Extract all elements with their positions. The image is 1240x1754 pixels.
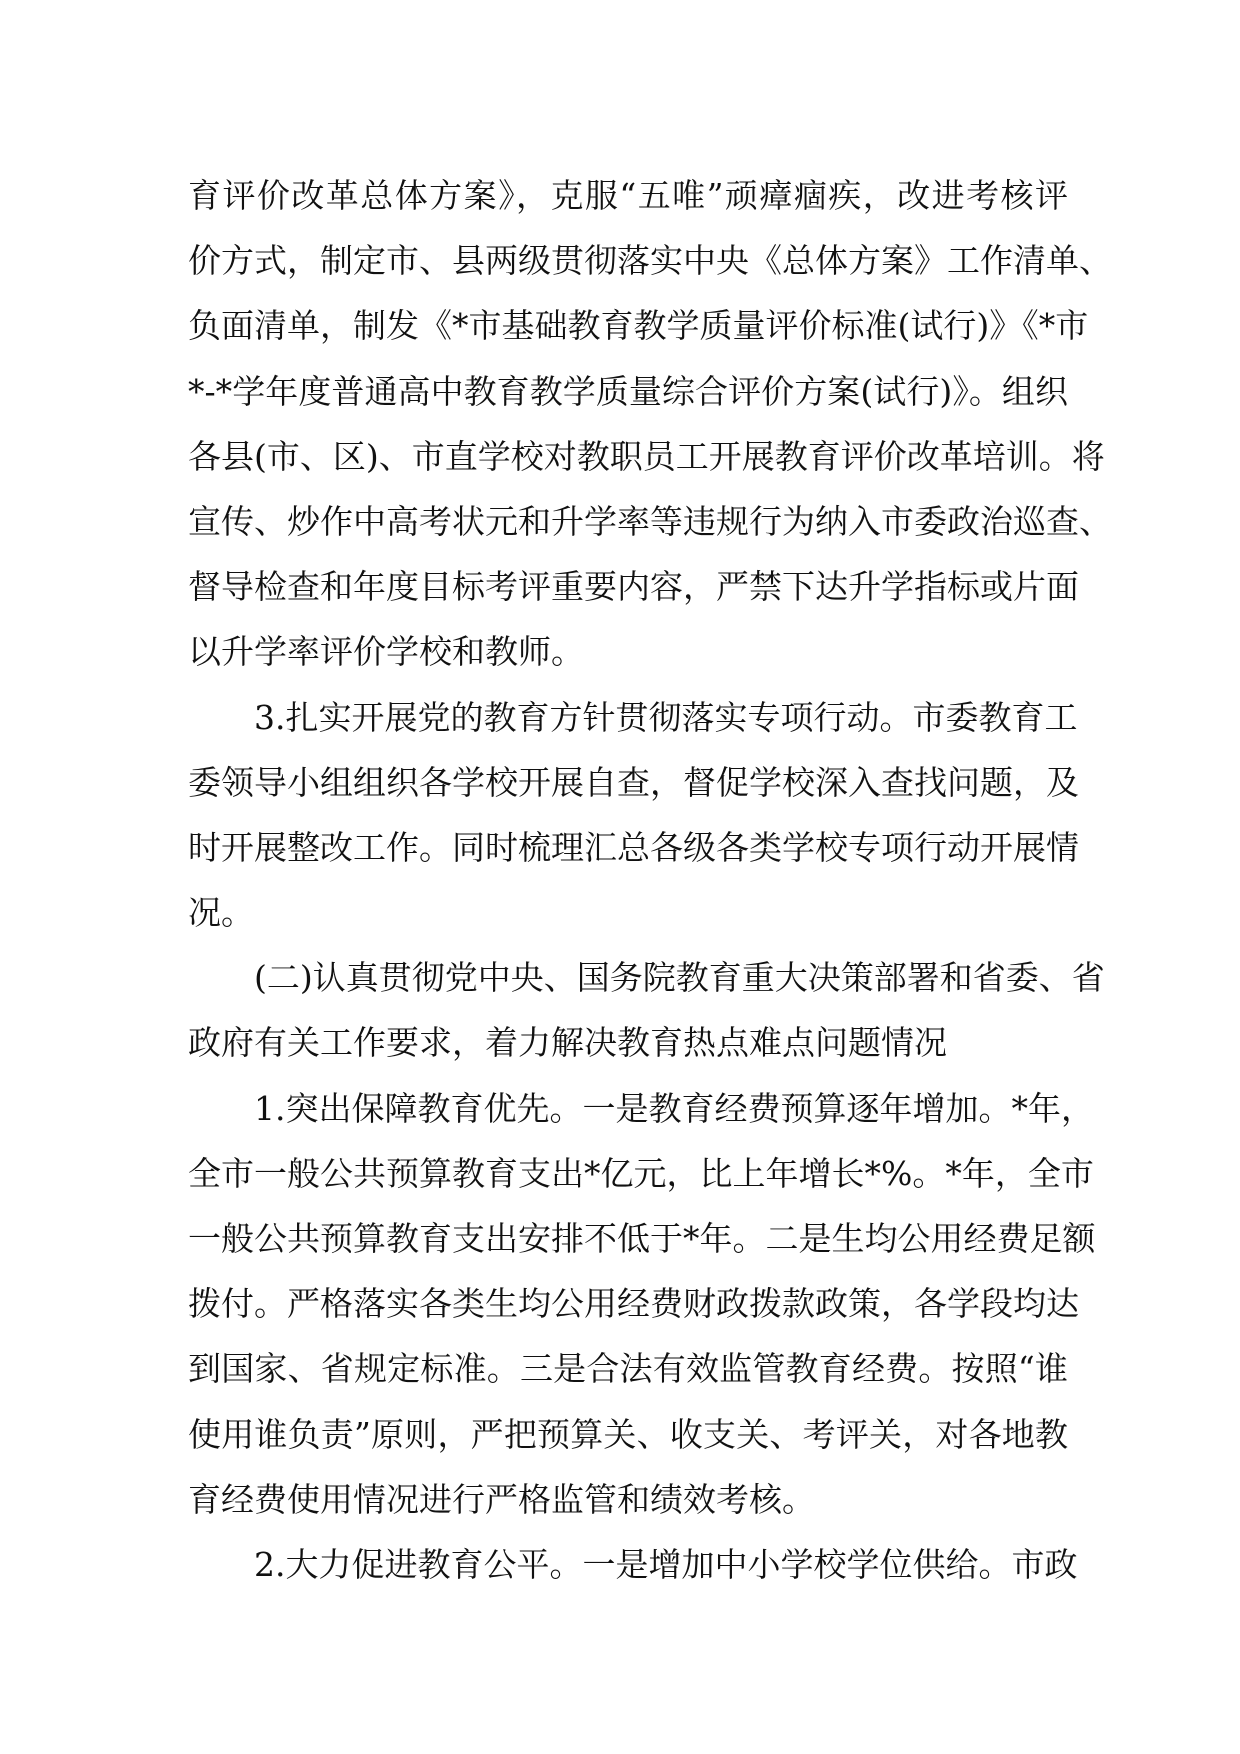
text-line: 委领导小组组织各学校开展自查，督促学校深入查找问题，及	[188, 762, 1079, 802]
text-line: 育评价改革总体方案》，克服“五唯”顽瘴痼疾，改进考核评	[188, 176, 1068, 215]
text-line: 全市一般公共预算教育支出*亿元，比上年增长*%。*年，全市	[188, 1153, 1094, 1193]
text-line: 宣传、炒作中高考状元和升学率等违规行为纳入市委政治巡查、	[188, 501, 1112, 541]
section-heading-line: (二)认真贯彻党中央、国务院教育重大决策部署和省委、省	[254, 958, 1105, 998]
text-line: *-*学年度普通高中教育教学质量综合评价方案(试行)》。组织	[188, 371, 1068, 411]
paragraph-end-line: 况。	[188, 893, 254, 933]
text-line: 时开展整改工作。同时梳理汇总各级各类学校专项行动开展情	[188, 827, 1079, 867]
text-line: 督导检查和年度目标考评重要内容，严禁下达升学指标或片面	[188, 567, 1079, 607]
text-line: 到国家、省规定标准。三是合法有效监管教育经费。按照“谁	[188, 1349, 1068, 1389]
text-line: 一般公共预算教育支出安排不低于*年。二是生均公用经费足额	[188, 1219, 1096, 1258]
paragraph-start-line: 3.扎实开展党的教育方针贯彻落实专项行动。市委教育工	[254, 697, 1078, 737]
text-line: 价方式，制定市、县两级贯彻落实中央《总体方案》工作清单、	[188, 241, 1112, 281]
text-line: 使用谁负责”原则，严把预算关、收支关、考评关，对各地教	[188, 1414, 1068, 1454]
section-heading-line: 政府有关工作要求，着力解决教育热点难点问题情况	[188, 1023, 947, 1063]
text-line: 各县(市、区)、市直学校对教职员工开展教育评价改革培训。将	[188, 436, 1105, 476]
paragraph-start-line: 1.突出保障教育优先。一是教育经费预算逐年增加。*年，	[254, 1088, 1094, 1128]
paragraph-end-line: 以升学率评价学校和教师。	[188, 632, 584, 672]
document-body	[188, 163, 1112, 1597]
text-line: 拨付。严格落实各类生均公用经费财政拨款政策，各学段均达	[188, 1284, 1079, 1324]
paragraph-start-line: 2.大力促进教育公平。一是增加中小学校学位供给。市政	[254, 1544, 1078, 1584]
paragraph-end-line: 育经费使用情况进行严格监管和绩效考核。	[188, 1479, 815, 1519]
text-line: 负面清单，制发《*市基础教育教学质量评价标准(试行)》《*市	[188, 306, 1089, 346]
